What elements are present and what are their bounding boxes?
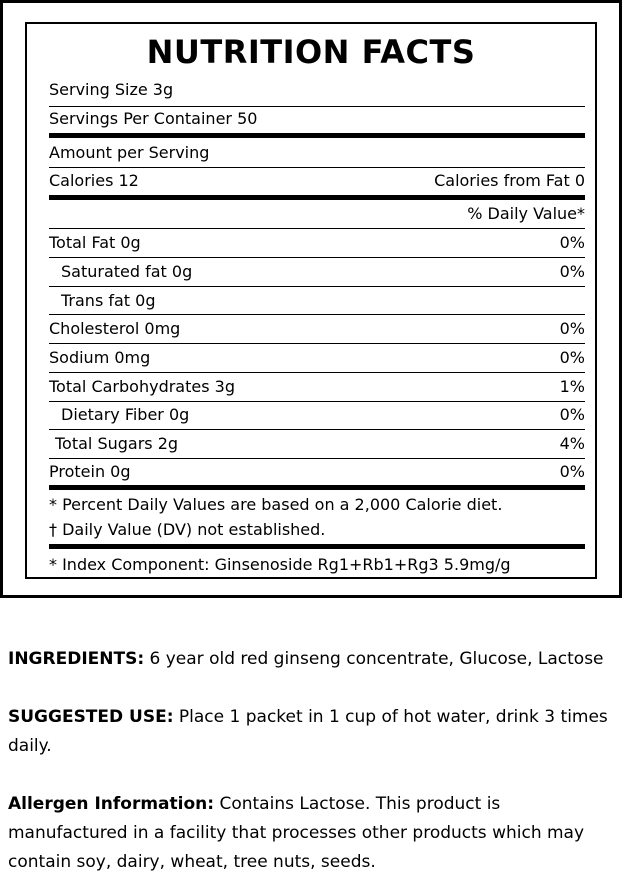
ingredients-text: 6 year old red ginseng concentrate, Glucose, Lactose — [144, 649, 604, 669]
divider — [49, 106, 585, 107]
suggested-use-heading: SUGGESTED USE: — [8, 707, 174, 727]
thick-divider — [49, 133, 585, 138]
calories-from-fat: Calories from Fat 0 — [434, 171, 585, 190]
divider — [49, 372, 585, 373]
divider — [49, 314, 585, 315]
divider — [49, 257, 585, 258]
ingredients-section — [8, 645, 614, 674]
allergen-text: Contains Lactose. This product is manufactured in a facility that processes other products which may contain soy, dairy, wheat, tree nuts, seeds. — [8, 794, 585, 872]
suggested-use-text: Place 1 packet in 1 cup of hot water, drink 3 times daily. — [8, 707, 608, 756]
divider — [49, 343, 585, 344]
divider — [49, 228, 585, 229]
thick-divider — [49, 485, 585, 490]
calories-value: Calories 12 — [49, 171, 139, 190]
ingredients-heading: INGREDIENTS: — [8, 649, 145, 669]
thick-divider — [49, 544, 585, 549]
thick-divider — [49, 195, 585, 200]
allergen-section — [8, 790, 614, 877]
divider — [49, 286, 585, 287]
suggested-use-section — [8, 703, 614, 761]
divider — [49, 458, 585, 459]
nutrition-facts-title: NUTRITION FACTS — [146, 33, 476, 71]
allergen-heading: Allergen Information: — [8, 794, 215, 814]
divider — [49, 429, 585, 430]
nutrition-facts-panel: NUTRITION FACTS Serving Size 3g Servings Per Container 50 Amount per Serving Calories 12 Calories from Fat 0 % Daily Value* Total Fat 0g 0% Saturated fat 0g 0% Trans fat 0g Cholesterol 0mg 0% Sodium 0mg 0% Total Carbohydrates 3g 1% Dietary Fiber 0g 0% Total Sugars 2g 4% Protein 0g 0% * Percent Daily Values are based on a 2,000 Calorie diet. † Daily Value (DV) not established. * Index Component: Ginsenoside Rg1+Rb1+Rg3 5.9mg/g — [25, 22, 597, 579]
divider — [49, 401, 585, 402]
divider — [49, 167, 585, 168]
